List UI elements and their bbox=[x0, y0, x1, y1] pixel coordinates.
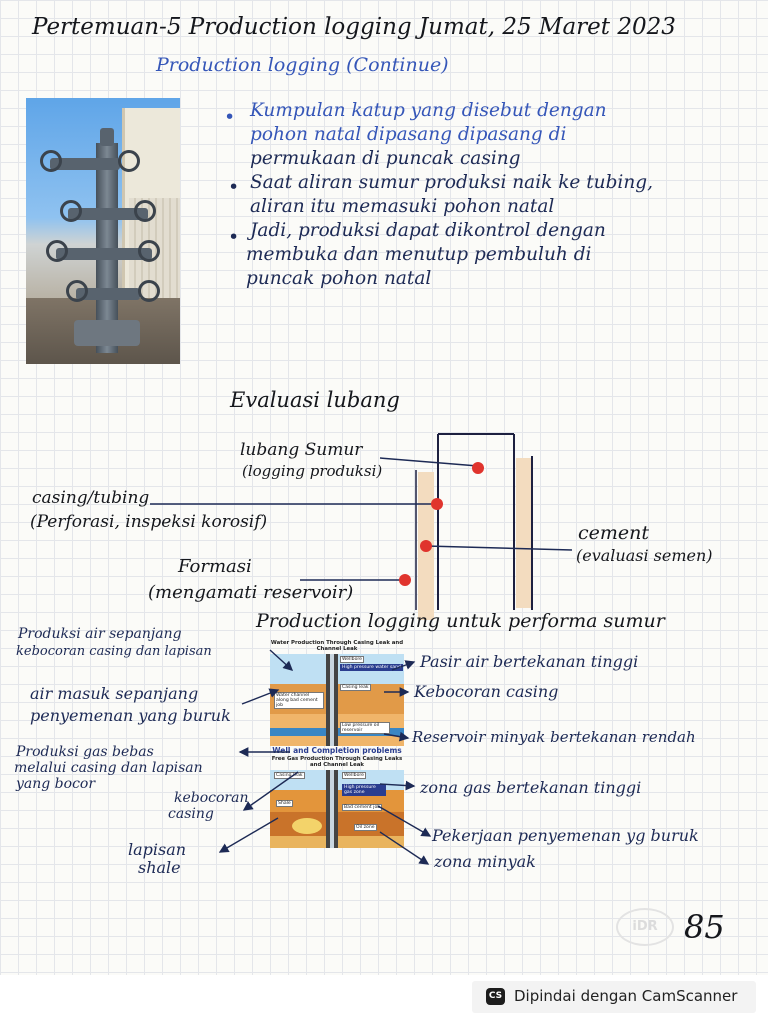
arrow bbox=[242, 690, 278, 704]
figure-label: Oil zone bbox=[356, 825, 375, 830]
label-mengamati-reservoir: (mengamati reservoir) bbox=[148, 582, 354, 603]
page-stamp: iDR bbox=[616, 908, 674, 946]
bullet-3-line-3: puncak pohon natal bbox=[246, 268, 432, 289]
camscanner-logo-icon: CS bbox=[486, 988, 505, 1005]
figure-top-header: Water Production Through Casing Leak and Channel Leak bbox=[270, 640, 404, 652]
note-air-masuk-2: penyemenan yang buruk bbox=[30, 706, 231, 725]
arrow bbox=[380, 832, 428, 864]
bullet-2-line-1: Saat aliran sumur produksi naik ke tubing, bbox=[250, 172, 653, 193]
section-heading-performa: Production logging untuk performa sumur bbox=[256, 610, 665, 632]
bullet-3-line-2: membuka dan menutup pembuluh di bbox=[246, 244, 592, 265]
bullet-marker: • bbox=[224, 106, 236, 128]
page-title: Pertemuan-5 Production logging Jumat, 25 Maret 2023 bbox=[32, 14, 676, 40]
bullet-3-line-1: Jadi, produksi dapat dikontrol dengan bbox=[250, 220, 606, 241]
label-perforasi: (Perforasi, inspeksi korosif) bbox=[30, 512, 268, 532]
camscanner-label: Dipindai dengan CamScanner bbox=[514, 987, 738, 1005]
figure-label: Wellbore bbox=[344, 773, 364, 778]
note-kebocoran-casing-right: Kebocoran casing bbox=[414, 682, 559, 701]
arrow bbox=[384, 734, 408, 738]
label-cement: cement bbox=[578, 522, 650, 544]
figure-label: Water channel along bad cement job bbox=[274, 692, 324, 709]
note-air-masuk-1: air masuk sepanjang bbox=[30, 684, 199, 703]
note-lapisan-shale-1: lapisan bbox=[128, 840, 187, 859]
note-reservoir-minyak: Reservoir minyak bertekanan rendah bbox=[412, 728, 696, 746]
figure-label: Casing leak bbox=[276, 773, 303, 778]
note-produksi-gas-1: Produksi gas bebas bbox=[16, 744, 154, 760]
note-kebocoran-casing-1: kebocoran bbox=[174, 790, 249, 806]
figure-label: Casing leak bbox=[342, 685, 369, 690]
label-formasi: Formasi bbox=[178, 556, 252, 577]
note-kebocoran-casing-2: casing bbox=[168, 806, 214, 822]
figure-label: Wellbore bbox=[342, 657, 362, 662]
label-logging-produksi: (logging produksi) bbox=[242, 462, 383, 480]
camscanner-badge bbox=[472, 981, 756, 1013]
note-pekerjaan: Pekerjaan penyemenan yg buruk bbox=[432, 826, 699, 845]
arrow bbox=[270, 650, 292, 670]
note-zona-minyak: zona minyak bbox=[434, 852, 536, 871]
figure-caption: Well and Completion problems bbox=[272, 746, 402, 755]
note-produksi-gas-3: yang bocor bbox=[16, 776, 96, 792]
figure-label: Shale bbox=[278, 801, 291, 806]
note-zona-gas: zona gas bertekanan tinggi bbox=[420, 778, 642, 797]
bullet-1-line-1: Kumpulan katup yang disebut dengan bbox=[250, 100, 607, 121]
label-evaluasi-semen: (evaluasi semen) bbox=[576, 546, 713, 565]
bullet-1-line-3: permukaan di puncak casing bbox=[250, 148, 521, 169]
page-number: 85 bbox=[684, 908, 725, 946]
note-produksi-air-2: kebocoran casing dan lapisan bbox=[16, 644, 212, 659]
arrow bbox=[378, 806, 430, 836]
section-heading-evaluasi: Evaluasi lubang bbox=[230, 388, 400, 412]
figure-label: Low pressure oil reservoir bbox=[340, 722, 390, 734]
label-lubang-sumur: lubang Sumur bbox=[240, 440, 363, 460]
bullet-1-line-2: pohon natal dipasang dipasang di bbox=[250, 124, 567, 145]
figure-label: High pressure gas zone bbox=[342, 784, 386, 796]
bullet-marker: • bbox=[228, 176, 240, 198]
label-casing-tubing: casing/tubing bbox=[32, 488, 150, 508]
note-produksi-gas-2: melalui casing dan lapisan bbox=[14, 760, 203, 776]
bullet-marker: • bbox=[228, 226, 240, 248]
figure-label: Bad cement job bbox=[344, 805, 381, 810]
note-pasir-air: Pasir air bertekanan tinggi bbox=[420, 652, 639, 671]
arrow bbox=[392, 662, 414, 670]
arrow bbox=[220, 818, 278, 852]
note-lapisan-shale-2: shale bbox=[138, 858, 181, 877]
note-produksi-air-1: Produksi air sepanjang bbox=[18, 626, 182, 642]
figure-bottom-header: Free Gas Production Through Casing Leaks and Channel Leak bbox=[271, 756, 403, 768]
arrow bbox=[380, 784, 414, 786]
arrow bbox=[244, 772, 298, 810]
bullet-2-line-2: aliran itu memasuki pohon natal bbox=[250, 196, 555, 217]
page-subtitle: Production logging (Continue) bbox=[156, 54, 449, 76]
figure-label: High pressure water sand bbox=[342, 665, 401, 670]
